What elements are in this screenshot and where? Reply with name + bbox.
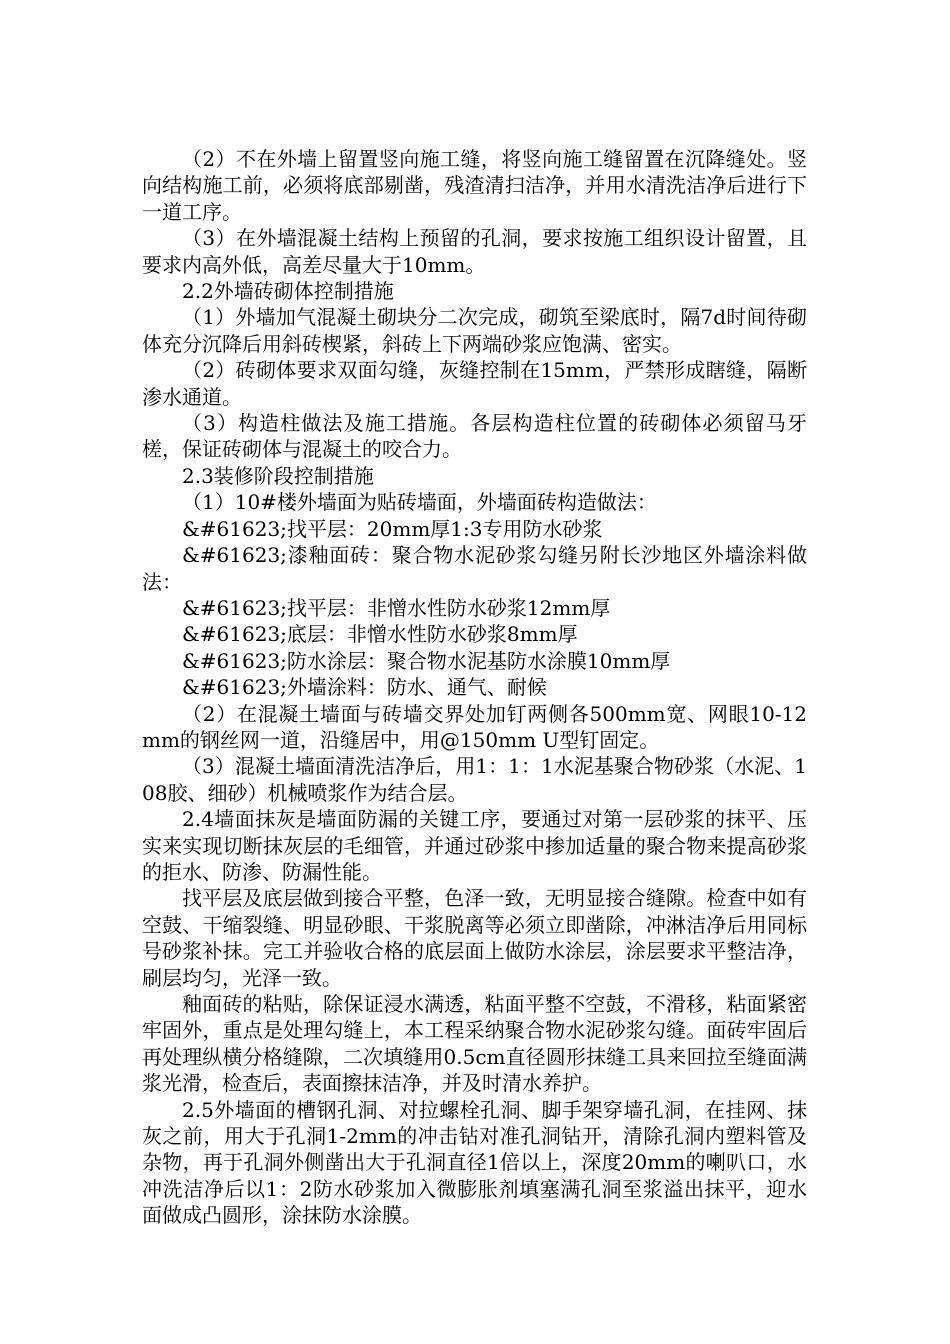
paragraph-2-vertical-joint: （2）不在外墙上留置竖向施工缝，将竖向施工缝留置在沉降缝处。竖向结构施工前，必须将底部剔凿，残渣清扫洁净，并用水清洗洁净后进行下一道工序。 [142,147,807,224]
list-item-leveling-layer: &#61623;找平层：20mm厚1:3专用防水砂浆 [182,516,603,541]
paragraph-3-spray-mortar: （3）混凝土墙面清洗洁净后，用1：1：1水泥基聚合物砂浆（水泥、108胶、细砂）机械喷浆作为结合层。 [142,754,807,805]
list-item-exterior-paint: &#61623;外墙涂料：防水、通气、耐候 [182,675,547,700]
paragraph-2-wire-mesh: （2）在混凝土墙面与砖墙交界处加钉两侧各500mm宽、网眼10-12 mm的钢丝网一道，沿缝居中，用@150mm U型钉固定。 [142,701,807,752]
paragraph-leveling-base: 找平层及底层做到接合平整，色泽一致，无明显接合缝隙。检查中如有空鼓、干缩裂缝、明显砂眼、干浆脱离等必须立即凿除，冲淋洁净后用同标号砂浆补抹。完工并验收合格的底层面上做防水涂层，涂层要求平整洁净，刷层均匀，光泽一致。 [142,886,807,990]
list-item-glazed-tile: &#61623;漆釉面砖：聚合物水泥砂浆勾缝另附长沙地区外墙涂料做法： [142,543,807,594]
paragraph-2-mortar-joints: （2）砖砌体要求双面勾缝，灰缝控制在15mm，严禁形成瞎缝，隔断渗水通道。 [142,358,807,409]
document-body [142,146,807,1229]
section-heading-2-3: 2.3装修阶段控制措施 [182,463,374,488]
section-paragraph-2-5: 2.5外墙面的槽钢孔洞、对拉螺栓孔洞、脚手架穿墙孔洞，在挂网、抹灰之前，用大于孔洞1-2mm的冲击钻对准孔洞钻开，清除孔洞内塑料管及杂物，再于孔洞外侧凿出大于孔洞直径1倍以上，深度20mm的喇叭口，水冲洗洁净后以1：2防水砂浆加入微膨胀剂填塞满孔洞至浆溢出抹平，迎水面做成凸圆形，涂抹防水涂膜。 [142,1097,807,1228]
section-paragraph-2-4: 2.4墙面抹灰是墙面防漏的关键工序，要通过对第一层砂浆的抹平、压实来实现切断抹灰层的毛细管，并通过砂浆中掺加适量的聚合物来提高砂浆的拒水、防渗、防漏性能。 [142,807,807,884]
paragraph-3-reserved-holes: （3）在外墙混凝土结构上预留的孔洞，要求按施工组织设计留置，且要求内高外低，高差尽量大于10mm。 [142,226,807,277]
list-item-leveling-layer-12mm: &#61623;找平层：非憎水性防水砂浆12mm厚 [182,595,611,620]
paragraph-1-aerated-blocks: （1）外墙加气混凝土砌块分二次完成，砌筑至梁底时，隔7d时间待砌体充分沉降后用斜砖楔紧，斜砖上下两端砂浆应饱满、密实。 [142,305,807,356]
paragraph-1-tile-wall: （1）10#楼外墙面为贴砖墙面，外墙面砖构造做法： [182,490,657,515]
list-item-waterproof-coating: &#61623;防水涂层：聚合物水泥基防水涂膜10mm厚 [182,648,671,673]
paragraph-glazed-tile-pasting: 釉面砖的粘贴，除保证浸水满透，粘面平整不空鼓，不滑移，粘面紧密牢固外，重点是处理勾缝上，本工程采纳聚合物水泥砂浆勾缝。面砖牢固后再处理纵横分格缝隙，二次填缝用0.5cm直径圆形抹缝工具来回拉至缝面满浆光滑，检查后，表面擦抹洁净，并及时清水养护。 [142,992,807,1096]
list-item-base-layer: &#61623;底层：非憎水性防水砂浆8mm厚 [182,622,578,647]
section-heading-2-2: 2.2外墙砖砌体控制措施 [182,279,394,304]
paragraph-3-structural-column: （3）构造柱做法及施工措施。各层构造柱位置的砖砌体必须留马牙槎，保证砖砌体与混凝土的咬合力。 [142,411,807,462]
